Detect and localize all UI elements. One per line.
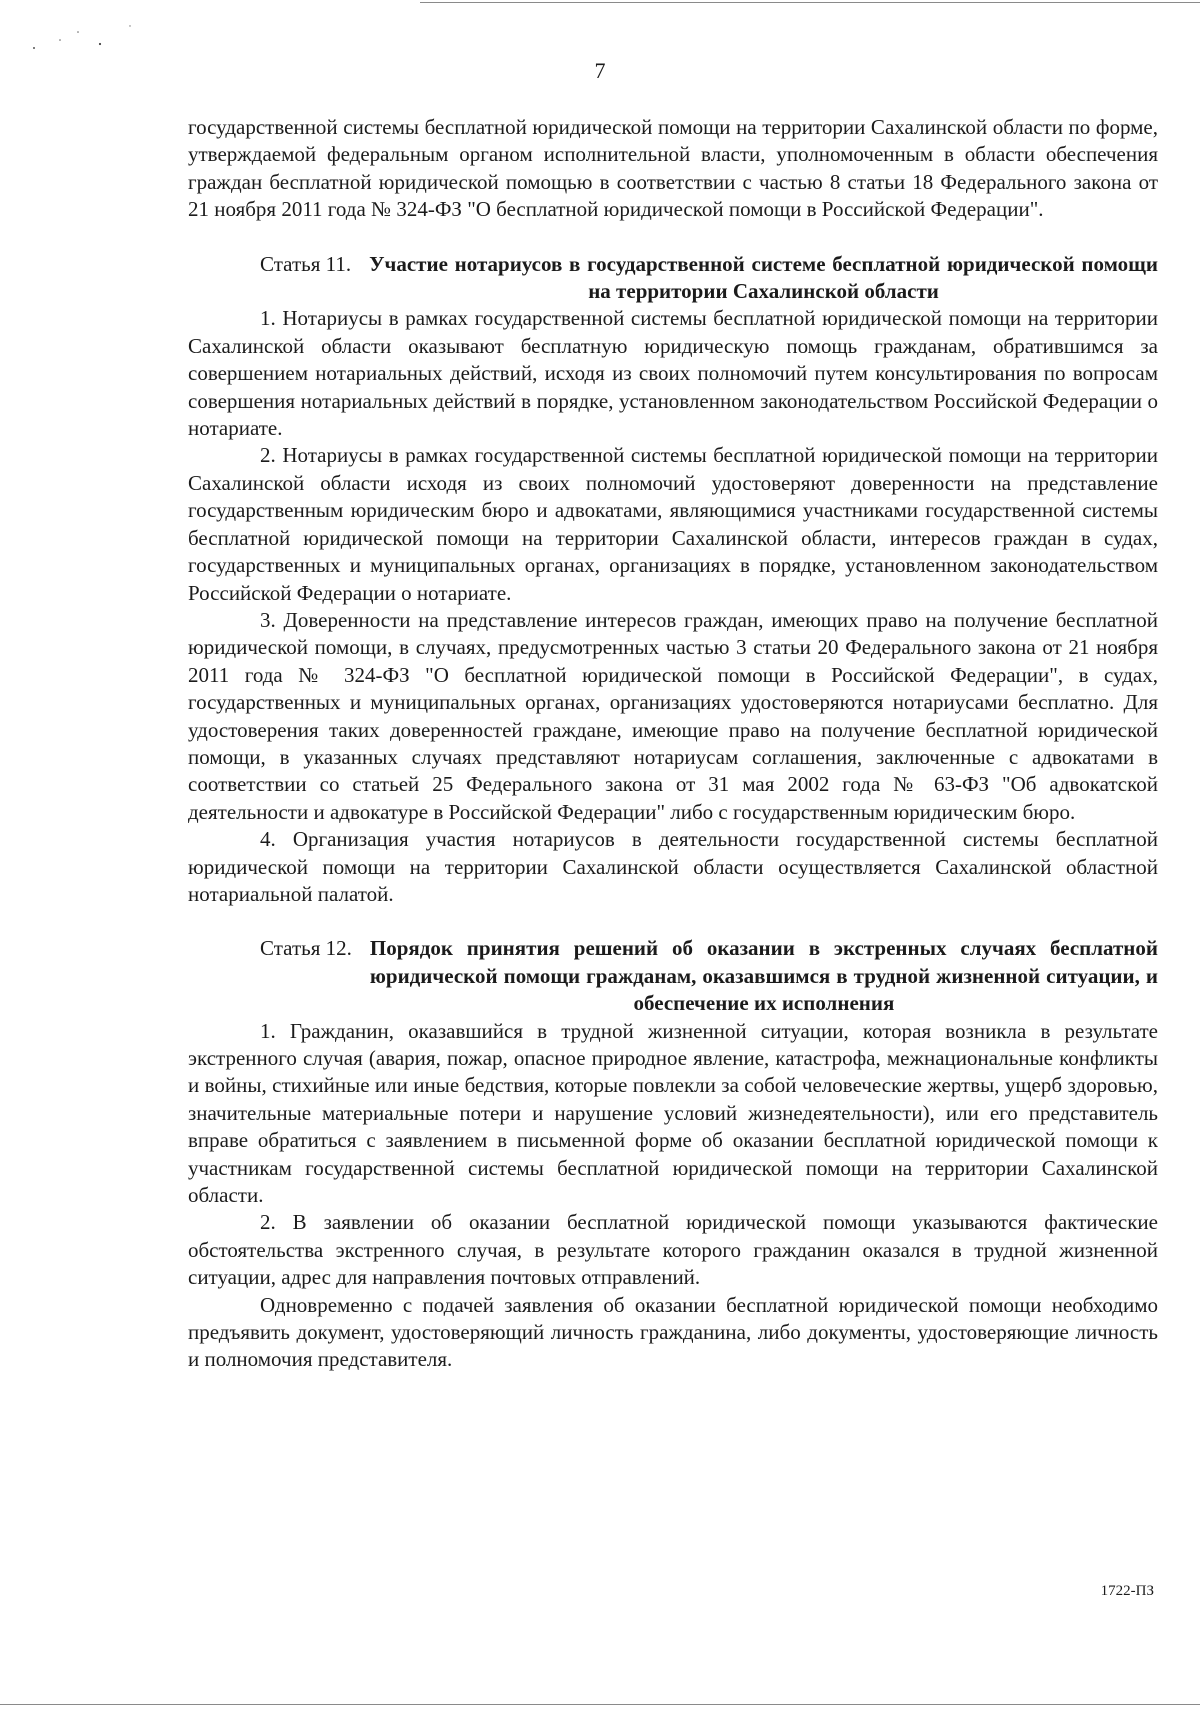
article-11-paragraph-2: 2. Нотариусы в рамках государственной системы бесплатной юридической помощи на территории Сахалинской области исходя из своих полномочий удостоверяют доверенности на представление государственным юридическим бюро и адвокатами, являющимися участниками государственной системы бесплатной юридической помощи на территории Сахалинской области, интересов граждан в судах, государственных и муниципальных органах, организациях в порядке, установленном законодательством Российской Федерации о нотариате. bbox=[188, 443, 1158, 605]
article-11-paragraph-3: 3. Доверенности на представление интересов граждан, имеющих право на получение бесплатной юридической помощи, в случаях, предусмотренных частью 3 статьи 20 Федерального закона от 21 ноября 2011 года № 324-ФЗ "О бесплатной юридической помощи в Российской Федерации", в судах, государственных и муниципальных органах, организациях удостоверяются нотариусами бесплатно. Для удостоверения таких доверенностей граждане, имеющие право на получение бесплатной юридической помощи, в указанных случаях представляют нотариусам соглашения, заключенные с адвокатами в соответствии со статьей 25 Федерального закона от 31 мая 2002 года № 63-ФЗ "Об адвокатской деятельности и адвокатуре в Российской Федерации" либо с государственным юридическим бюро. bbox=[188, 607, 1158, 824]
document-body bbox=[188, 114, 1158, 1374]
article-11-title: Участие нотариусов в государственной системе бесплатной юридической помощи на территории Сахалинской области bbox=[369, 251, 1158, 304]
article-11-heading bbox=[188, 251, 1158, 306]
document-code: 1722-ПЗ bbox=[1100, 1583, 1154, 1599]
article-12-paragraph-3: Одновременно с подачей заявления об оказании бесплатной юридической помощи необходимо предъявить документ, удостоверяющий личность гражданина, либо документы, удостоверяющие личность и полномочия представителя. bbox=[188, 1292, 1158, 1372]
article-12-paragraph-1: 1. Гражданин, оказавшийся в трудной жизненной ситуации, которая возникла в результате экстренного случая (авария, пожар, опасное природное явление, катастрофа, межнациональные конфликты и войны, стихийные или иные бедствия, которые повлекли за собой человеческие жертвы, ущерб здоровью, значительные материальные потери и нарушение условий жизнедеятельности), или его представитель вправе обратиться с заявлением в письменной форме об оказании бесплатной юридической помощи к участникам государственной системы бесплатной юридической помощи на территории Сахалинской области. bbox=[188, 1018, 1158, 1208]
article-12-label: Статья 12. bbox=[260, 936, 352, 961]
article-11-label: Статья 11. bbox=[260, 251, 352, 276]
article-12-heading bbox=[188, 935, 1158, 1017]
article-11-paragraph-4: 4. Организация участия нотариусов в деятельности государственной системы бесплатной юридической помощи на территории Сахалинской области осуществляется Сахалинской областной нотариальной палатой. bbox=[188, 827, 1158, 906]
intro-paragraph: государственной системы бесплатной юридической помощи на территории Сахалинской области по форме, утверждаемой федеральным органом исполнительной власти, уполномоченным в области обеспечения граждан бесплатной юридической помощью в соответствии с частью 8 статьи 18 Федерального закона от 21 ноября 2011 года № 324-ФЗ "О бесплатной юридической помощи в Российской Федерации". bbox=[188, 115, 1158, 222]
scan-edge-top bbox=[420, 2, 1200, 3]
article-12-title: Порядок принятия решений об оказании в экстренных случаях бесплатной юридической помощи гражданам, оказавшимся в трудной жизненной ситуации, и обеспечение их исполнения bbox=[369, 936, 1158, 1016]
article-12-paragraph-2: 2. В заявлении об оказании бесплатной юридической помощи указываются фактические обстоятельства экстренного случая, в результате которого гражданин оказался в трудной жизненной ситуации, адрес для направления почтовых отправлений. bbox=[188, 1210, 1158, 1290]
scan-specks bbox=[30, 18, 140, 58]
page-number: 7 bbox=[594, 58, 606, 83]
scan-edge-bottom bbox=[0, 1704, 1200, 1705]
article-11-paragraph-1: 1. Нотариусы в рамках государственной системы бесплатной юридической помощи на территории Сахалинской области оказывают бесплатную юридическую помощь гражданам, обратившимся за совершением нотариальных действий, исходя из своих полномочий путем консультирования по вопросам совершения нотариальных действий в порядке, установленном законодательством Российской Федерации о нотариате. bbox=[188, 306, 1158, 441]
